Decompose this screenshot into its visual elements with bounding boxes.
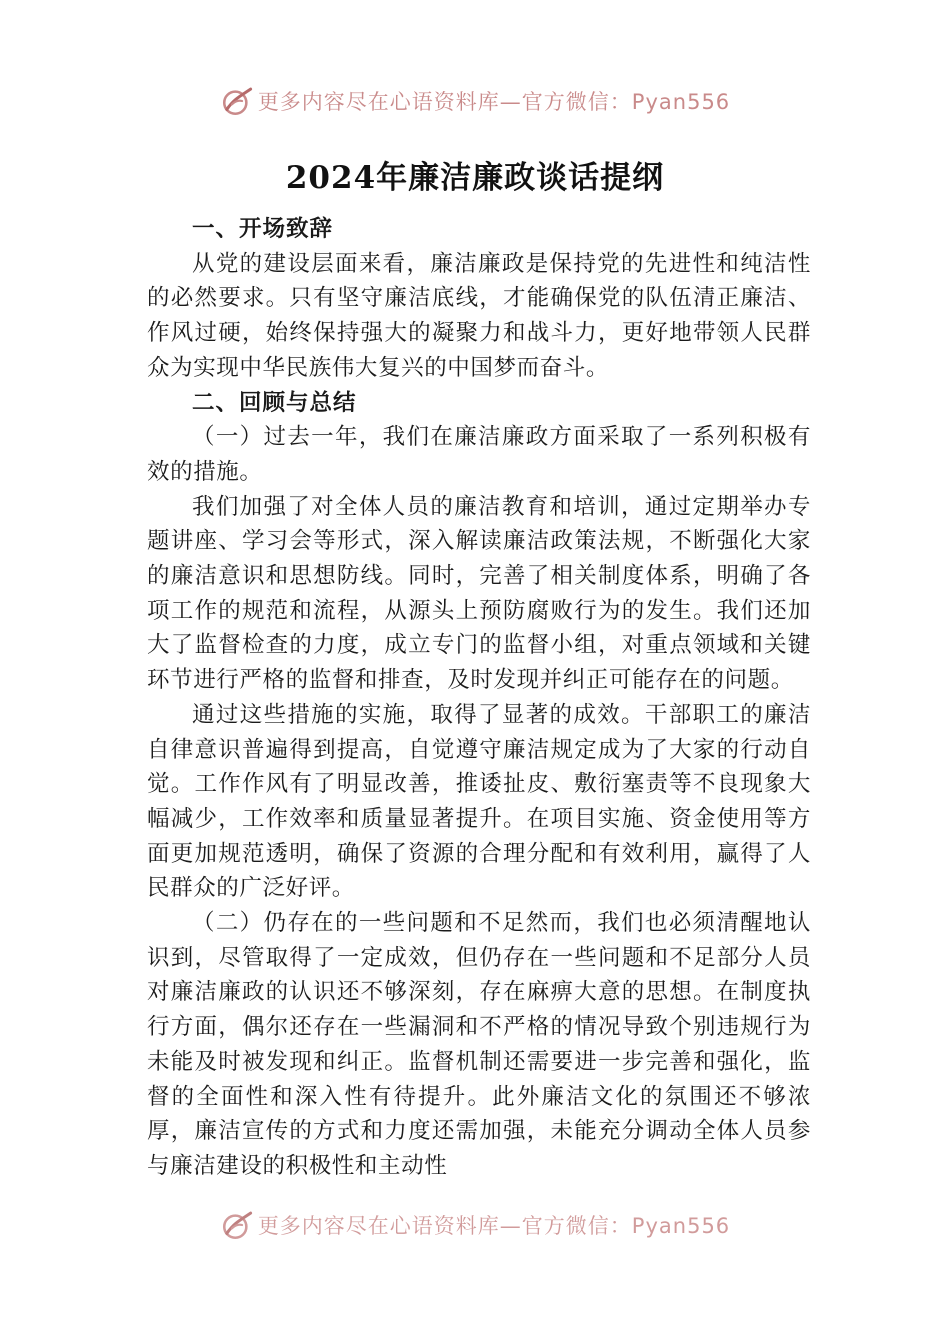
paragraph: （二）仍存在的一些问题和不足然而，我们也必须清醒地认识到，尽管取得了一定成效，但仍存在一些问题和不足部分人员对廉洁廉政的认识还不够深刻，存在麻痹大意的思想。在制度执行方面，偶尔还存在一些漏洞和不严格的情况导致个别违规行为未能及时被发现和纠正。监督机制还需要进一步完善和强化，监督的全面性和深入性有待提升。此外廉洁文化的氛围还不够浓厚，廉洁宣传的方式和力度还需加强，未能充分调动全体人员参与廉洁建设的积极性和主动性 xyxy=(147,910,811,1179)
subsection-heading: （一）过去一年，我们在廉洁廉政方面采取了一系列积极有效的措施。 xyxy=(147,424,811,485)
watermark-text: 更多内容尽在心语资料库—官方微信：Pyan556 xyxy=(257,1214,731,1238)
paragraph: 通过这些措施的实施，取得了显著的成效。干部职工的廉洁自律意识普遍得到提高，自觉遵守廉洁规定成为了大家的行动自觉。工作作风有了明显改善，推诿扯皮、敷衍塞责等不良现象大幅减少，工作效率和质量显著提升。在项目实施、资金使用等方面更加规范透明，确保了资源的合理分配和有效利用，赢得了人民群众的广泛好评。 xyxy=(147,701,811,902)
document-title: 2024年廉洁廉政谈话提纲 xyxy=(285,160,665,196)
ink-brush-logo-icon xyxy=(220,84,254,118)
document-body xyxy=(147,212,811,1184)
watermark-text: 更多内容尽在心语资料库—官方微信：Pyan556 xyxy=(257,90,731,114)
watermark-footer xyxy=(0,1208,950,1242)
section-heading: 二、回顾与总结 xyxy=(192,389,357,416)
paragraph: 从党的建设层面来看，廉洁廉政是保持党的先进性和纯洁性的必然要求。只有坚守廉洁底线，才能确保党的队伍清正廉洁、作风过硬，始终保持强大的凝聚力和战斗力，更好地带领人民群众为实现中华民族伟大复兴的中国梦而奋斗。 xyxy=(147,250,811,381)
section-heading: 一、开场致辞 xyxy=(192,216,334,242)
paragraph: 我们加强了对全体人员的廉洁教育和培训，通过定期举办专题讲座、学习会等形式，深入解读廉洁政策法规，不断强化大家的廉洁意识和思想防线。同时，完善了相关制度体系，明确了各项工作的规范和流程，从源头上预防腐败行为的发生。我们还加大了监督检查的力度，成立专门的监督小组，对重点领域和关键环节进行严格的监督和排查，及时发现并纠正可能存在的问题。 xyxy=(147,493,811,694)
ink-brush-logo-icon xyxy=(220,1208,254,1242)
watermark-header xyxy=(0,84,950,118)
